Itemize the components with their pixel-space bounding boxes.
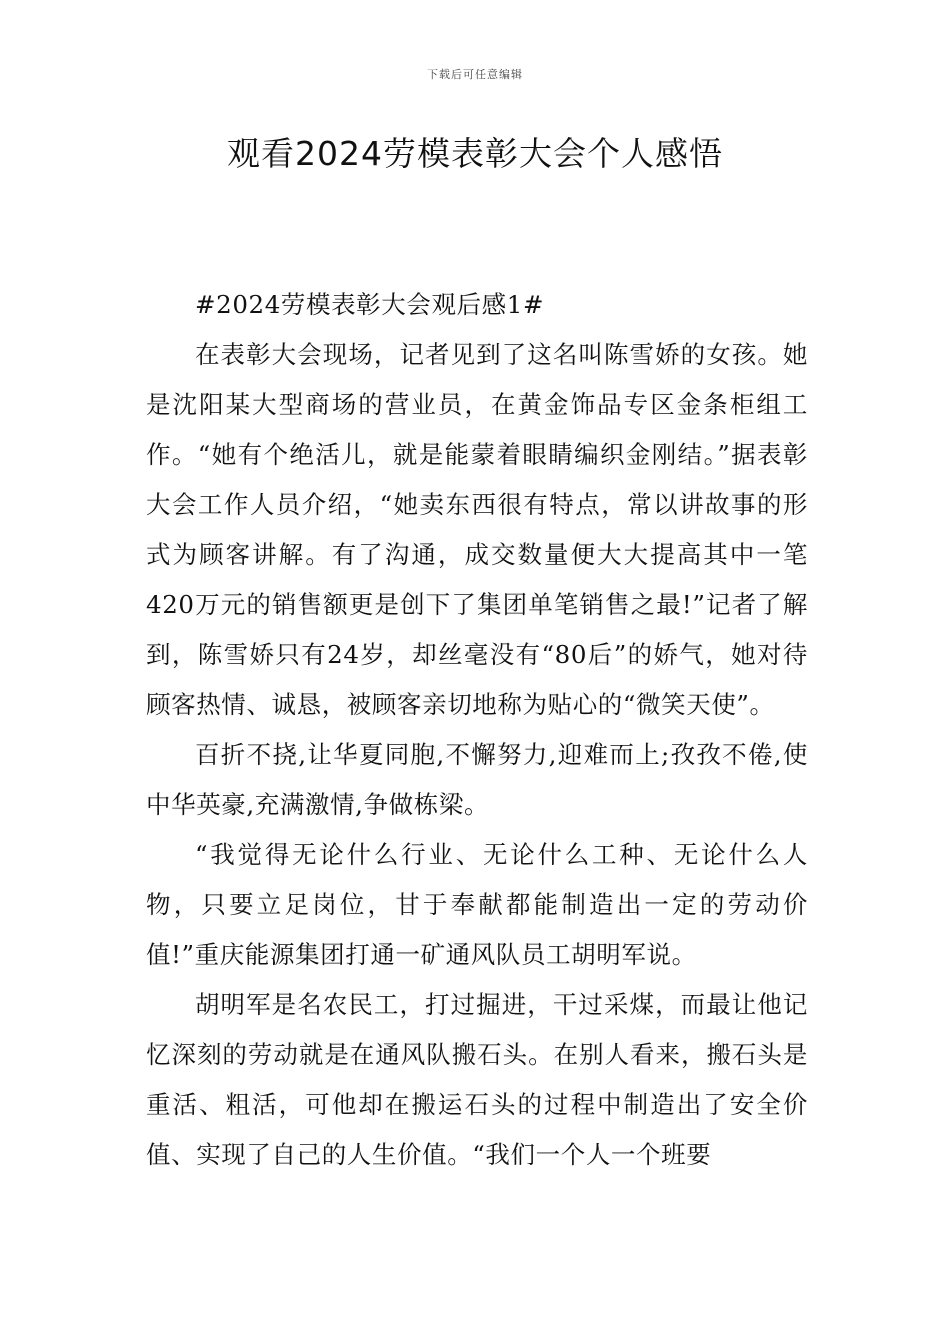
paragraph-1: 在表彰大会现场，记者见到了这名叫陈雪娇的女孩。她是沈阳某大型商场的营业员，在黄金饰品专区金条柜组工作。“她有个绝活儿，就是能蒙着眼睛编织金刚结。”据表彰大会工作人员介绍，“她卖东西很有特点，常以讲故事的形式为顾客讲解。有了沟通，成交数量便大大提高其中一笔420万元的销售额更是创下了集团单笔销售之最!”记者了解到，陈雪娇只有24岁，却丝毫没有“80后”的娇气，她对待顾客热情、诚恳，被顾客亲切地称为贴心的“微笑天使”。 [146,340,808,719]
document-body [146,280,808,1180]
paragraph-4: 胡明军是名农民工，打过掘进，干过采煤，而最让他记忆深刻的劳动就是在通风队搬石头。在别人看来，搬石头是重活、粗活，可他却在搬运石头的过程中制造出了安全价值、实现了自己的人生价值。“我们一个人一个班要 [146,990,808,1169]
header-note: 下载后可任意编辑 [427,68,523,81]
document-title: 观看2024劳模表彰大会个人感悟 [227,134,723,173]
paragraph-2: 百折不挠,让华夏同胞,不懈努力,迎难而上;孜孜不倦,使中华英豪,充满激情,争做栋梁。 [146,740,808,819]
paragraph-3: “我觉得无论什么行业、无论什么工种、无论什么人物，只要立足岗位，甘于奉献都能制造出一定的劳动价值!”重庆能源集团打通一矿通风队员工胡明军说。 [146,840,808,969]
section-heading: #2024劳模表彰大会观后感1# [195,290,545,319]
